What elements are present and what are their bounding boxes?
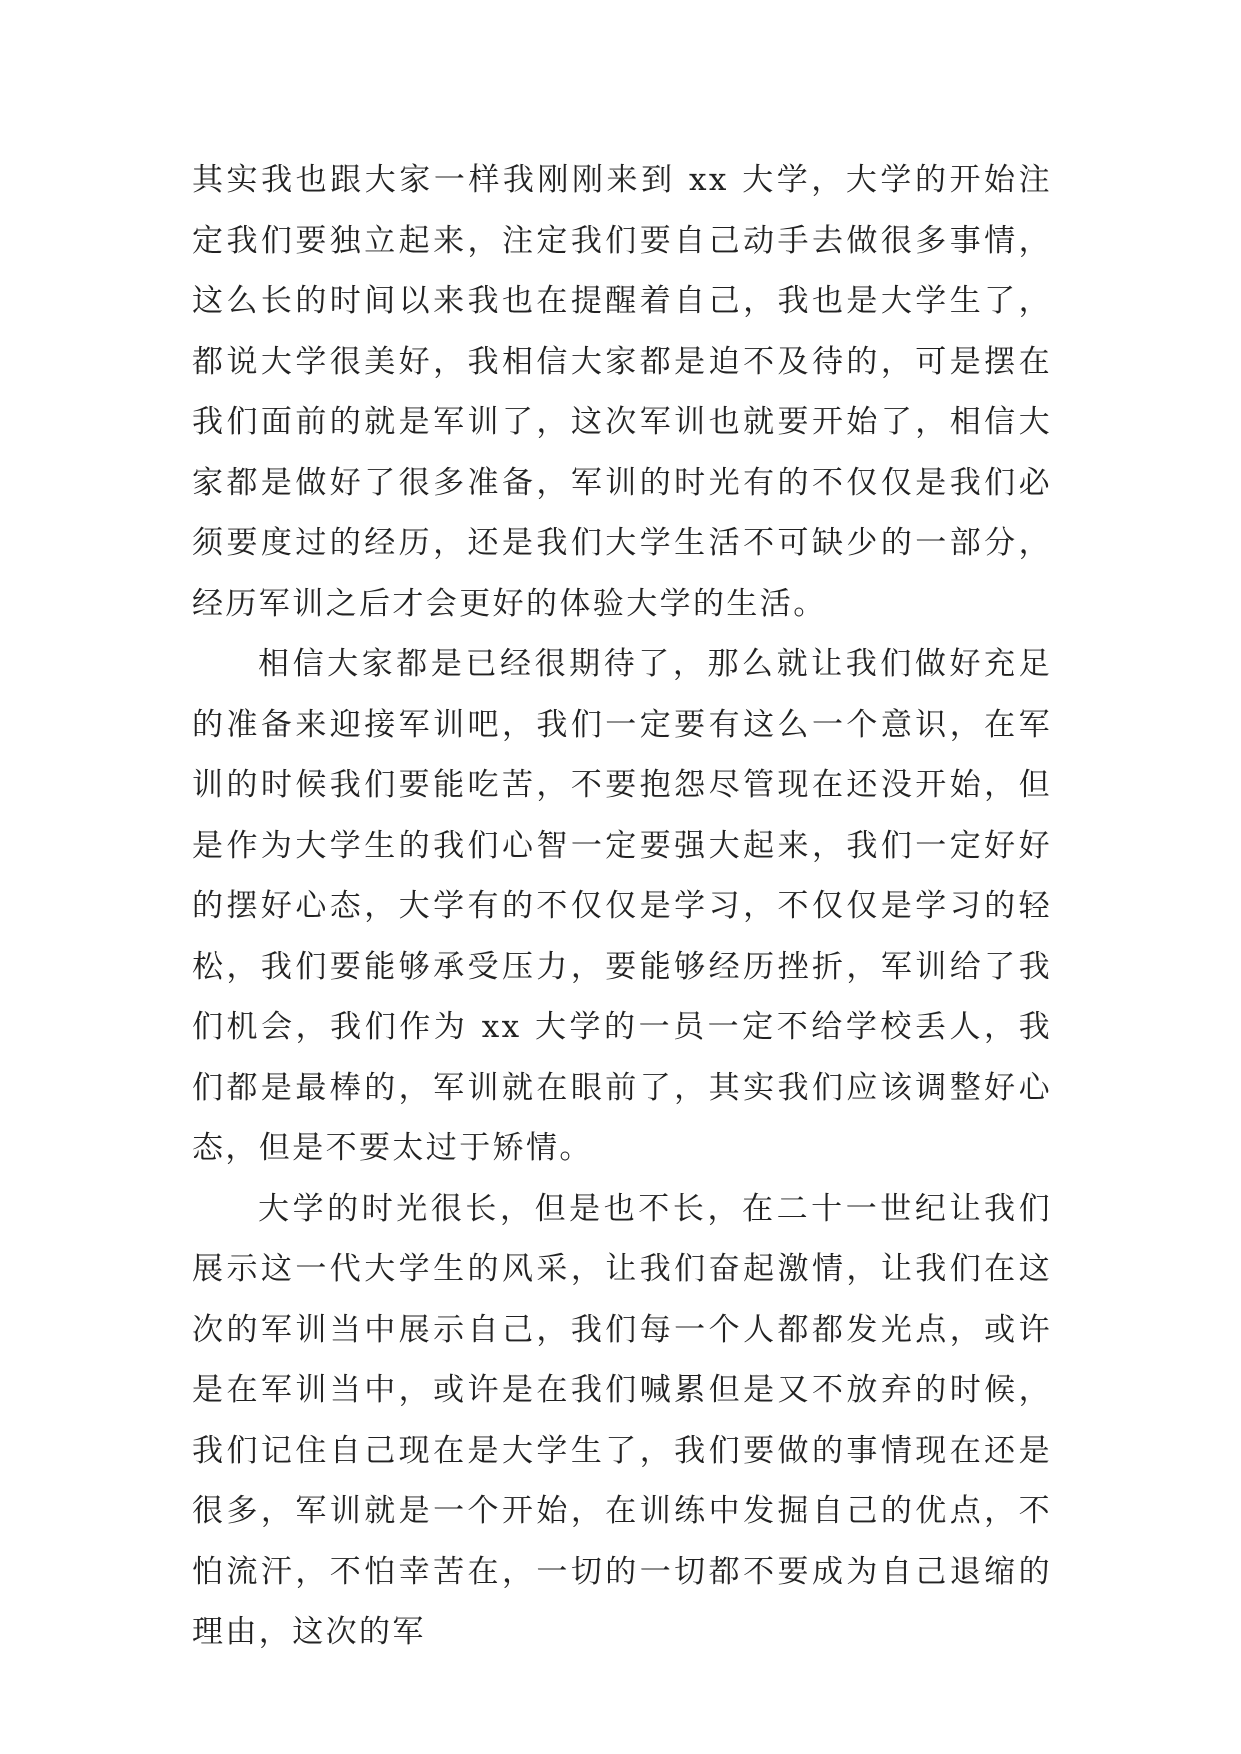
paragraph-1: 其实我也跟大家一样我刚刚来到 xx 大学，大学的开始注定我们要独立起来，注定我们要自己动手去做很多事情，这么长的时间以来我也在提醒着自己，我也是大学生了，都说大学很美好，我相信大家都是迫不及待的，可是摆在我们面前的就是军训了，这次军训也就要开始了，相信大家都是做好了很多准备，军训的时光有的不仅仅是我们必须要度过的经历，还是我们大学生活不可缺少的一部分，经历军训之后才会更好的体验大学的生活。 xyxy=(192,162,1052,622)
paragraph-3: 大学的时光很长，但是也不长，在二十一世纪让我们展示这一代大学生的风采，让我们奋起激情，让我们在这次的军训当中展示自己，我们每一个人都都发光点，或许是在军训当中，或许是在我们喊累但是又不放弃的时候，我们记住自己现在是大学生了，我们要做的事情现在还是很多，军训就是一个开始，在训练中发掘自己的优点，不怕流汗，不怕幸苦在，一切的一切都不要成为自己退缩的理由，这次的军 xyxy=(192,1190,1052,1650)
document-body xyxy=(192,150,1052,1663)
paragraph-2: 相信大家都是已经很期待了，那么就让我们做好充足的准备来迎接军训吧，我们一定要有这么一个意识，在军训的时候我们要能吃苦，不要抱怨尽管现在还没开始，但是作为大学生的我们心智一定要强大起来，我们一定好好的摆好心态，大学有的不仅仅是学习，不仅仅是学习的轻松，我们要能够承受压力，要能够经历挫折，军训给了我们机会，我们作为 xx 大学的一员一定不给学校丢人，我们都是最棒的，军训就在眼前了，其实我们应该调整好心态，但是不要太过于矫情。 xyxy=(192,646,1052,1166)
